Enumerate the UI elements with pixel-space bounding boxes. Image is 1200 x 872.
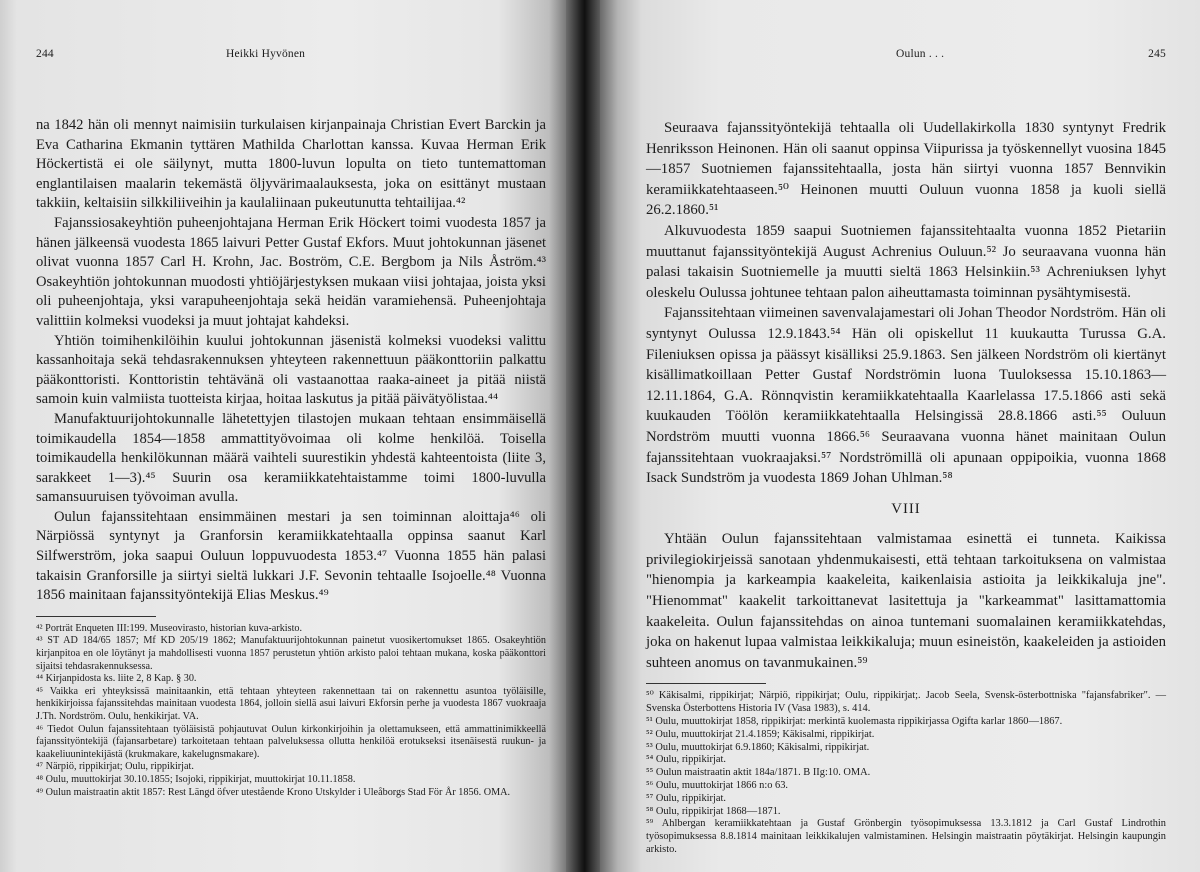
footnote: ⁵⁴ Oulu, rippikirjat. [646, 754, 726, 766]
footnote: ⁴⁵ Vaikka eri yhteyksissä mainitaankin, että tehtaan yhteyteen rakennettaan tai on rakennettu asuntoa työläisille, henkikirjoissa fajanssitehdas mainitaan vuodesta 1864, jolloin siellä asui laivuri Ekforsin perhe ja vuodesta 1867 vuokraaja J.Th. Nordström. Oulu, henkikirjat. VA. [36, 685, 546, 722]
footnote: ⁵¹ Oulu, muuttokirjat 1858, rippikirjat: merkintä kuolemasta rippikirjassa Ogifta karlar 1860—1867. [646, 716, 1063, 728]
footnote: ⁴³ ST AD 184/65 1857; Mf KD 205/19 1862; Manufaktuurijohtokunnan painetut vuosikertomukset 1865. Osakeyhtiön kirjanpitoa en ole löytänyt ja mahdollisesti vuonna 1857 perustetun yhtiön arkisto paloi tehtaan mukana, koska pääkonttori sijaitsi tehdasrakennuksessa. [36, 635, 546, 672]
paragraph: Seuraava fajanssityöntekijä tehtaalla oli Uudellakirkolla 1830 syntynyt Fredrik Henriksson Heinonen. Hän oli saanut oppinsa Viipurissa ja työskennellyt vuosina 1845—1857 Suotniemen fajanssitehtaalla, josta hän siirtyi vuonna 1857 Bennvikin keramiikkatehtaaseen.⁵⁰ Heinonen muutti Ouluun vuonna 1858 ja kuoli siellä 26.2.1860.⁵¹ [646, 120, 1166, 219]
footnote: ⁴⁸ Oulu, muuttokirjat 30.10.1855; Isojoki, rippikirjat, muuttokirjat 10.11.1858. [36, 773, 356, 785]
running-title-left: Heikki Hyvönen [226, 48, 306, 60]
paragraph: Oulun fajanssitehtaan ensimmäinen mestari ja sen toiminnan aloittaja⁴⁶ oli Närpiössä syntynyt ja Granforsin keramiikkatehtaalla oppinsa saanut Karl Silfwerström, joka saapui Ouluun loppuvuodesta 1853.⁴⁷ Vuonna 1855 hän palasi takaisin Granforsille ja siirtyi sieltä lukkari J.F. Sevonin tehtaalle Isojoelle.⁴⁸ Vuonna 1856 mainitaan fajanssityöntekijä Elias Meskus.⁴⁹ [36, 508, 546, 604]
left-page [0, 0, 566, 872]
footnote: ⁵⁰ Käkisalmi, rippikirjat; Närpiö, rippikirjat; Oulu, rippikirjat;. Jacob Seela, Svensk-österbottniska "fajansfabriker". — Svenska Österbottens Historia IV (Vasa 1983), s. 414. [646, 690, 1166, 715]
footnote-rule [36, 616, 156, 617]
footnote: ⁵⁹ Ahlbergan keramiikkatehtaan ja Gustaf Grönbergin työsopimuksessa 13.3.1812 ja Carl Gustaf Lindrothin työsopimuksessa 8.8.1814 mainitaan leikkikalujen valmistaminen. Helsingin maistraatin pöytäkirjat. Helsingin kaupungin arkisto. [646, 818, 1166, 855]
footnote: ⁴⁴ Kirjanpidosta ks. liite 2, 8 Kap. § 30. [36, 673, 197, 685]
paragraph: Manufaktuurijohtokunnalle lähetettyjen tilastojen mukaan tehtaan ensimmäisellä toimikaudella 1854—1858 ammattityövoimaa oli kolme henkilöä. Toisella toimikaudella henkilökunnan määrä vaihteli suurestikin yhdestä kahteentoista (liite 3, sarakkeet 1—3).⁴⁵ Suurin osa keramiikkatehtaistamme toimi 1800-luvulla samansuuruisen työvoiman avulla. [36, 410, 546, 506]
footnote: ⁵⁸ Oulu, rippikirjat 1868—1871. [646, 805, 781, 817]
paragraph: Yhtään Oulun fajanssitehtaan valmistamaa esinettä ei tunneta. Kaikissa privilegiokirjeissä sanotaan yhdenmukaisesti, että tehtaan tarkoituksena on valmistaa "hienompia ja karkeampia kaakeleita, kaikenlaisia astioita ja leikkikaluja jne". "Hienommat" kaakelit tarkoittanevat lasitettuja ja "karkeammat" lasittamattomia kaakeleita. Oulun fajanssitehdas on ainoa tuntemani suomalainen keramiikkatehdas, joka on hakenut lupaa valmistaa leikkikaluja; muun esineistön, kaakeleiden ja astioiden suhteen anomus on tavanmukainen.⁵⁹ [646, 531, 1166, 671]
page-number-right: 245 [1148, 48, 1166, 60]
page-number-left: 244 [36, 48, 54, 60]
section-heading: VIII [891, 500, 921, 517]
paragraph: Yhtiön toimihenkilöihin kuului johtokunnan jäsenistä kolmeksi vuodeksi valittu kassanhoitaja sekä tehdasrakennuksen yhteyteen rakennettuun pääkonttoriin palkattu pääkonttoristi. Konttoristin tehtävänä oli vastaanottaa raaka-aineet ja pitää niistä samoin kuin valmiista tuotteista kirjaa, hoitaa laskutus ja pitää päivätyölistaa.⁴⁴ [36, 332, 546, 408]
left-running-head [36, 48, 546, 68]
right-page [600, 0, 1200, 872]
footnote: ⁵⁵ Oulun maistraatin aktit 184a/1871. B IIg:10. OMA. [646, 767, 871, 779]
left-footnotes [36, 623, 546, 799]
footnote: ⁵² Oulu, muuttokirjat 21.4.1859; Käkisalmi, rippikirjat. [646, 728, 875, 740]
paragraph: Fajanssiosakeyhtiön puheenjohtajana Herman Erik Höckert toimi vuodesta 1857 ja hänen jälkeensä vuodesta 1865 laivuri Petter Gustaf Ekfors. Muut johtokunnan jäsenet olivat vuonna 1857 Carl H. Krohn, Jac. Boström, C.E. Bergbom ja Nils Åström.⁴³ Osakeyhtiön johtokunnan muodosti yhtiöjärjestyksen mukaan viisi johtajaa, joista yksi oli puheenjohtaja, yksi varapuheenjohtaja sekä heidän varamiehensä. Puheenjohtaja valittiin kolmeksi vuodeksi ja muut johtajat kahdeksi. [36, 214, 546, 329]
footnote: ⁴⁷ Närpiö, rippikirjat; Oulu, rippikirjat. [36, 761, 194, 773]
right-footnotes [646, 690, 1166, 856]
paragraph: Alkuvuodesta 1859 saapui Suotniemen fajanssitehtaalta vuonna 1852 Pietariin muuttanut fajanssityöntekijä August Achrenius Ouluun.⁵² Jo seuraavana vuonna hän palasi takaisin Suotniemelle ja muutti sieltä 1863 Helsinkiin.⁵³ Achreniuksen lyhyt oleskelu Oulussa johtunee tehtaan palon aiheuttamasta toiminnan pysähtymisestä. [646, 222, 1166, 301]
footnote: ⁴⁹ Oulun maistraatin aktit 1857: Rest Längd öfver utestående Krono Utskylder i Uleåborgs Stad För År 1856. OMA. [36, 786, 511, 798]
running-title-right: Oulun . . . [896, 48, 945, 60]
footnote-rule [646, 683, 766, 684]
footnote: ⁵⁷ Oulu, rippikirjat. [646, 792, 726, 804]
paragraph: Fajanssitehtaan viimeinen savenvalajamestari oli Johan Theodor Nordström. Hän oli syntynyt Oulussa 12.9.1843.⁵⁴ Hän oli opiskellut 11 kuukautta Turussa G.A. Fileniuksen opissa ja päässyt kisälliksi 25.9.1863. Sen jälkeen Nordström oli kiertänyt kisällimatkoillaan Petter Gustaf Nordströmin luona Tuuloksessa 15.10.1863—12.11.1864, G.A. Rönnqvistin keramiikkatehtaalla Kaarlelassa 17.5.1866 asti sekä kuukauden Töölön keramiikkatehtaalla Helsingissä 28.8.1866 asti.⁵⁵ Ouluun Nordström muutti vuonna 1866.⁵⁶ Seuraavana vuonna hänet mainitaan Oulun fajanssitehtaan vuokraajaksi.⁵⁷ Nordströmillä oli apunaan oppipoikia, vuonna 1868 Isack Sundström ja vuodesta 1869 Johan Uhlman.⁵⁸ [646, 305, 1166, 487]
paragraph: na 1842 hän oli mennyt naimisiin turkulaisen kirjanpainaja Christian Evert Barckin ja Eva Catharina Ekmanin tyttären Mathilda Charlottan kanssa. Kuvaa Herman Erik Höckertistä ei ole säilynyt, mutta 1800-luvun lopulta on tieto tuntemattoman englantilaisen maalarin tekemästä öljyvärimaalauksesta, joka on esittänyt mustaan takkiin, keltaisiin silkkiliiveihin ja kaulaliinaan pukeutunutta tehtailijaa.⁴² [36, 117, 546, 212]
book-gutter [566, 0, 600, 872]
footnote: ⁵⁶ Oulu, muuttokirjat 1866 n:o 63. [646, 780, 789, 792]
left-body-text [36, 116, 546, 606]
footnote: ⁴² Porträt Enqueten III:199. Museovirasto, historian kuva-arkisto. [36, 622, 303, 634]
right-body-text [646, 118, 1166, 673]
footnote: ⁵³ Oulu, muuttokirjat 6.9.1860; Käkisalmi, rippikirjat. [646, 741, 870, 753]
right-running-head [646, 48, 1166, 68]
footnote: ⁴⁶ Tiedot Oulun fajanssitehtaan työläisistä pohjautuvat Oulun kirkonkirjoihin ja olettamukseen, että ammattinimikkeellä fajanssityöntekijä (fajansarbetare) tarkoitetaan tehtaan palveluksessa ollutta henkilöä erotukseksi itsenäisestä ruukun- ja kaakeliuunintekijästä (krukmakare, kakelugnsmakare). [36, 723, 546, 760]
